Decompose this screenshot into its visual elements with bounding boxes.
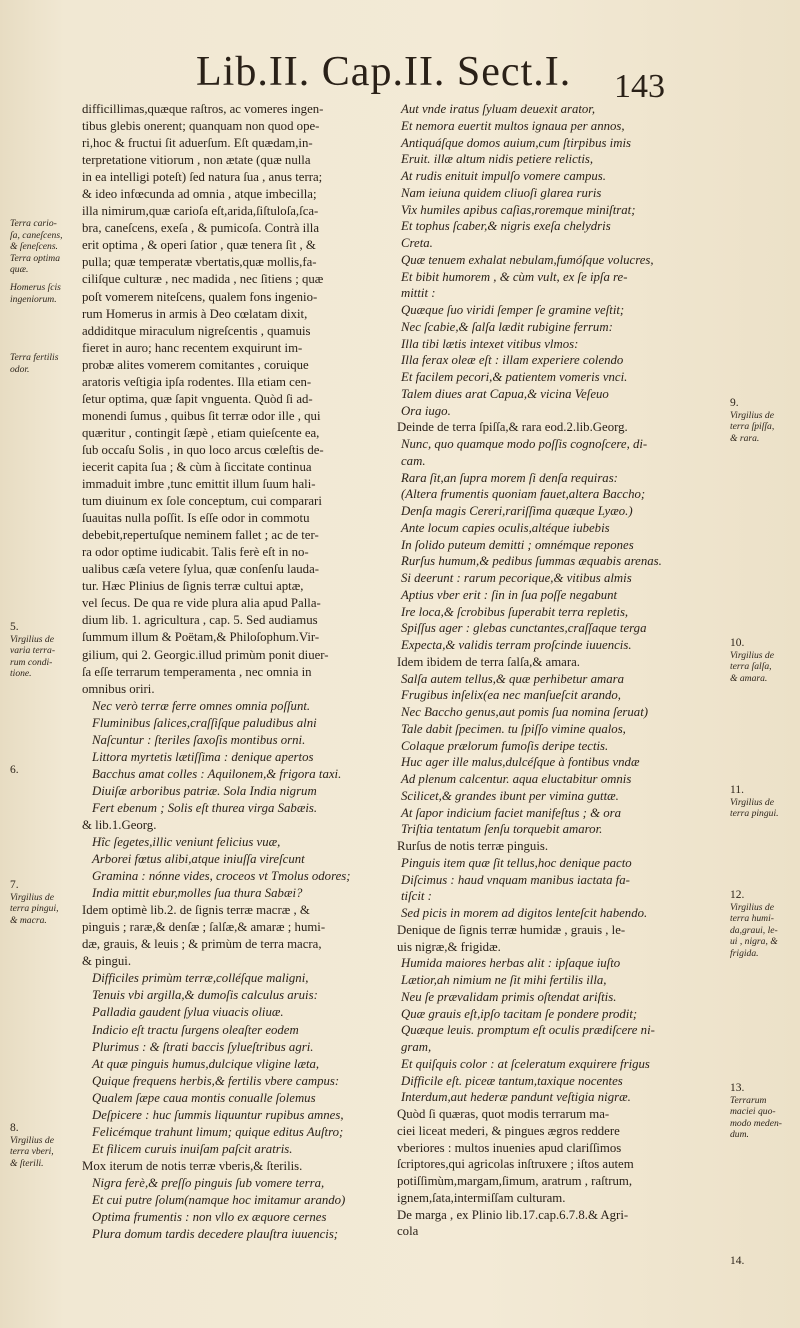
prose-line: fieret in auro; hanc recentem exquirunt im-: [82, 340, 303, 355]
verse-line: Et nemora euertit multos ignaua per annos,: [401, 118, 625, 133]
margin-note-line: tione.: [10, 668, 32, 679]
verse-line: Nec verò terræ ferre omnes omnia poſſunt.: [92, 698, 311, 713]
verse-line: Quæque ſuo viridi ſemper ſe gramine veſtit;: [401, 303, 625, 317]
verse-line: Et bibit humorem , & cùm vult, ex ſe ipſa re-: [401, 269, 628, 284]
prose-line: pulla; quæ temperatæ vbertatis,quæ mollis,fa-: [82, 255, 317, 270]
margin-note-number: 7.: [10, 879, 19, 891]
margin-note-line: Virgilius de: [10, 891, 54, 903]
verse-line: Ora iugo.: [401, 403, 451, 418]
prose-line: Mox iterum de notis terræ vberis,& ſterilis.: [82, 1158, 303, 1173]
prose-line: ri,hoc & fructui ſit aduerſum. Eſt quædam,in-: [82, 136, 313, 151]
verse-line: Aut vnde iratus ſyluam deuexit arator,: [401, 102, 596, 116]
page-header: [0, 48, 800, 105]
margin-note-line: Terrarum: [730, 1094, 767, 1106]
verse-line: Deſpicere : huc ſummis liquuntur rupibus amnes,: [92, 1107, 344, 1122]
margin-note-line: Terra fertilis: [10, 352, 59, 363]
margin-note-line: modo meden-: [730, 1117, 782, 1129]
margin-note-line: terra pingui,: [10, 903, 59, 914]
margin-note-line: Virgilius de: [10, 633, 54, 645]
verse-line: Fluminibus ſalices,craſſiſque paludibus alni: [92, 715, 317, 730]
margin-note-line: Homerus ſcis: [10, 282, 61, 293]
prose-line: debebit,repertuſque neminem fallet ; ac de ter-: [82, 528, 319, 543]
verse-line: Rurſus humum,& pedibus ſummas æquabis arenas.: [401, 554, 662, 569]
margin-note-line: varia terra-: [10, 645, 56, 656]
margin-note: [10, 352, 76, 375]
margin-note: [10, 765, 76, 777]
margin-note-number: 8.: [10, 1122, 19, 1134]
verse-line: Optima frumentis : non vllo ex æquore cernes: [92, 1210, 327, 1225]
verse-line: (Altera frumentis quoniam fauet,altera Baccho;: [401, 487, 646, 502]
verse-line: Plurimus : & ſtrati baccis ſylueſtribus agri.: [92, 1039, 314, 1054]
verse-line: Ante locum capies oculis,altéque iubebis: [401, 520, 610, 535]
prose-line: Idem ibidem de terra ſalſa,& amara.: [397, 654, 580, 669]
prose-line: ſetur optima, quæ ſapit vnguenta. Quòd ſi ad-: [82, 391, 313, 406]
prose-line: & ideo infœcunda ad omnia , atque imbecilla;: [82, 187, 317, 202]
margin-note-line: Virgilius de: [730, 409, 774, 421]
margin-note-line: odor.: [10, 363, 30, 375]
prose-line: ra odor optime iudicabit. Talis ferè eſt in no-: [82, 545, 309, 560]
prose-line: ignem,ſata,intermiſſam culturam.: [397, 1190, 566, 1205]
verse-line: Lætior,ah nimium ne ſit mihi fertilis illa,: [401, 973, 607, 987]
verse-line: Ad plenum calcentur. aqua eluctabitur omnis: [401, 772, 632, 786]
verse-line: Quæ tenuem exhalat nebulam,fumóſque volucres,: [401, 252, 654, 267]
verse-line: Sed picis in morem ad digitos lenteſcit habendo.: [401, 906, 648, 920]
prose-line: Deinde de terra ſpiſſa,& rara eod.2.lib.Georg.: [397, 420, 628, 435]
verse-line: Humida maiores herbas alit : ipſaque iuſto: [401, 956, 621, 971]
margin-note-line: & rara.: [730, 432, 760, 444]
verse-line: Et filicem curuis inuiſam paſcit aratris.: [92, 1141, 293, 1156]
verse-line: mittit :: [401, 286, 436, 301]
verse-line: Illa ferax oleæ eſt : illam experiere colendo: [401, 353, 624, 368]
prose-line: ſcriptores,qui agricolas inſtruxere ; iſtos autem: [397, 1157, 634, 1172]
prose-line: terpretatione vitiorum , non ætate (quæ nulla: [82, 153, 311, 168]
verse-line: Quæque leuis. promptum eſt oculis prædiſcere ni-: [401, 1023, 655, 1038]
prose-line: illa nimirum,quæ carioſa eſt,arida,ſiſtuloſa,ſca-: [82, 204, 319, 219]
prose-line: in ea intelligi poteſt) ſed natura ſua , anus terra;: [82, 170, 323, 185]
prose-line: rum Homerus in armis à Deo cœlatam dixit,: [82, 306, 308, 321]
verse-line: Tenuis vbi argilla,& dumoſis calculus aruis:: [92, 988, 318, 1003]
prose-line: ſuauitas nulla poſſit. Is eſſe odor in commotu: [82, 511, 310, 526]
margin-note-line: quæ.: [10, 264, 29, 275]
margin-note: [730, 1256, 796, 1268]
verse-line: Nunc, quo quamque modo poſſis cognoſcere, di-: [401, 437, 648, 451]
prose-line: Idem optimè lib.2. de ſignis terræ macræ , &: [82, 903, 310, 918]
verse-line: At ſapor indicium faciet manifeſtus ; & ora: [401, 805, 622, 820]
margin-note: [10, 282, 76, 305]
margin-note-number: 13.: [730, 1082, 745, 1094]
verse-line: Si deerunt : rarum pecorique,& vitibus almis: [401, 571, 632, 585]
margin-note-line: terra pingui.: [730, 808, 779, 819]
verse-line: Et quiſquis color : at ſceleratum exquirere frigus: [401, 1056, 650, 1071]
prose-line: ualibus cæſa vetere ſylua, quæ conſenſu lauda-: [82, 562, 320, 577]
prose-line: erit optima , & operi ſatior , quæ tenera ſit , &: [82, 238, 316, 253]
verse-line: In ſolido puteum demitti ; omnémque repones: [401, 537, 634, 552]
verse-line: Qualem ſæpe caua montis conualle ſolemus: [92, 1090, 316, 1105]
margin-note: [730, 398, 796, 444]
prose-line: ciliſque culturæ , nec madida , nec ſitiens ; quæ: [82, 272, 324, 287]
prose-line: quæritur , contingit ſæpè , etiam quieſcente ea,: [82, 425, 320, 440]
margin-note-line: terra ſpiſſa,: [730, 421, 775, 432]
margin-note-line: da,graui, le-: [730, 924, 778, 936]
left-column: [82, 101, 384, 1243]
verse-line: India mittit ebur,molles ſua thura Sabæi?: [92, 886, 303, 901]
verse-line: Antiquáſque domos auium,cum ſtirpibus imis: [401, 135, 631, 150]
margin-note-line: dum.: [730, 1129, 749, 1140]
verse-line: Expecta,& validis terram proſcinde iuuencis.: [401, 638, 632, 652]
margin-note: [730, 785, 796, 820]
verse-line: gram,: [401, 1040, 432, 1054]
verse-line: Bacchus amat colles : Aquilonem,& frigora taxi.: [92, 766, 342, 781]
prose-line: immaduit imbre ,tunc emittit illum ſuum hali-: [82, 477, 316, 492]
verse-line: Quæ grauis eſt,ipſo tacitam ſe pondere prodit;: [401, 1006, 638, 1021]
verse-line: Huc ager ille malus,dulcéſque à fontibus vndæ: [401, 755, 640, 770]
prose-line: potiſſimùm,margam,ſimum, aratrum , raſtrum,: [397, 1174, 633, 1188]
margin-note-number: 14.: [730, 1255, 745, 1267]
verse-line: Aptius vber erit : ſin in ſua poſſe negabunt: [401, 587, 618, 602]
verse-line: Et facilem pecori,& patientem vomeris vnci.: [401, 370, 628, 384]
margin-note: [10, 880, 76, 926]
verse-line: Difficile eſt. piceæ tantum,taxique nocentes: [401, 1073, 623, 1088]
verse-line: Talem diues arat Capua,& vicina Veſeuo: [401, 386, 609, 401]
verse-line: Hîc ſegetes,illic veniunt felicius vuæ,: [92, 835, 281, 850]
margin-note: [10, 622, 76, 680]
margin-note-line: terra vberi,: [10, 1146, 54, 1157]
margin-note-line: ſa, caneſcens,: [10, 229, 63, 241]
verse-line: Triſtia tentatum ſenſu torquebit amaror.: [401, 822, 603, 837]
verse-line: Diuiſæ arboribus patriæ. Sola India nigrum: [92, 783, 317, 798]
verse-line: Vix humiles apibus caſias,roremque miniſtrat;: [401, 202, 636, 217]
margin-note-number: 9.: [730, 397, 739, 409]
margin-note-number: 5.: [10, 621, 19, 633]
prose-line: uis nigræ,& frigidæ.: [397, 939, 501, 954]
verse-line: Naſcuntur : ſteriles ſaxoſis montibus orni.: [92, 732, 306, 747]
verse-line: Interdum,aut hederæ pandunt veſtigia nigræ.: [401, 1090, 631, 1105]
page-number: 143: [614, 68, 665, 105]
prose-line: poſt vomerem niteſcens, qualem fons ingenio-: [82, 289, 318, 304]
prose-line: tibus glebis onerent; quanquam non quod ope-: [82, 119, 320, 134]
verse-line: At rudis enituit impulſo vomere campus.: [401, 169, 606, 183]
prose-line: Rurſus de notis terræ pinguis.: [397, 839, 549, 853]
prose-line: bra, caneſcens, exeſa , & pumicoſa. Contrà illa: [82, 221, 320, 236]
verse-line: Pinguis item quæ ſit tellus,hoc denique pacto: [401, 855, 632, 870]
prose-line: probæ alites vomerem comitantes , coruique: [82, 357, 309, 372]
verse-line: Denſa magis Cereri,rariſſima quæque Lyæo.): [401, 504, 633, 518]
prose-line: ſummum illum & Poëtam,& Philoſophum.Vir-: [82, 630, 320, 645]
margin-note: [730, 638, 796, 684]
margin-note: [730, 1083, 796, 1141]
prose-line: pinguis ; raræ,& denſæ ; ſalſæ,& amaræ ; humi-: [82, 920, 326, 935]
prose-line: vberiores : multos inuenies apud clariſſimos: [397, 1140, 622, 1155]
margin-note-line: ingeniorum.: [10, 293, 57, 305]
verse-line: Littora myrtetis lætiſſima : denique apertos: [92, 749, 314, 764]
margin-note-number: 12.: [730, 889, 745, 901]
margin-note-number: 10.: [730, 637, 745, 649]
prose-line: & lib.1.Georg.: [82, 817, 157, 832]
verse-line: Difficiles primùm terræ,colléſque maligni,: [92, 971, 309, 986]
prose-line: monendi ſumus , quibus ſit terræ odor ille , qui: [82, 408, 321, 423]
verse-line: Nam ieiuna quidem cliuoſi glarea ruris: [401, 185, 602, 200]
verse-line: Rara ſit,an ſupra morem ſi denſa requiras:: [401, 470, 618, 485]
margin-note-line: ui , nigra, &: [730, 936, 778, 947]
verse-line: Diſcimus : haud vnquam manibus iactata fa-: [401, 872, 630, 887]
verse-line: Tale dabit ſpecimen. tu ſpiſſo vimine qualos,: [401, 721, 626, 736]
prose-line: gilium, qui 2. Georgic.illud primùm ponit diuer-: [82, 647, 329, 662]
verse-line: Spiſſus ager : glebas cunctantes,craſſaque terga: [401, 621, 647, 636]
prose-line: iecerit capita ſua ; & cùm à ſiccitate continua: [82, 459, 312, 474]
prose-line: omnibus oriri.: [82, 681, 155, 696]
verse-line: Illa tibi lætis intexet vitibus vlmos:: [401, 336, 579, 351]
margin-note-line: Virgilius de: [730, 901, 774, 913]
margin-note-line: maciei quo-: [730, 1106, 776, 1117]
verse-line: Frugibus inſelix(ea nec manſueſcit arando,: [401, 688, 621, 703]
margin-note-number: 11.: [730, 784, 744, 796]
margin-note-line: & ſterili.: [10, 1157, 44, 1169]
margin-note-line: frigida.: [730, 947, 759, 959]
prose-line: dæ, grauis, & leuis ; & primùm de terra macra,: [82, 937, 322, 952]
prose-line: addiditque miraculum nigreſcentis , quamuis: [82, 323, 311, 338]
verse-line: Creta.: [401, 236, 433, 250]
margin-note-line: Virgilius de: [730, 649, 774, 661]
verse-line: Colaque prælorum fumoſis deripe tectis.: [401, 738, 609, 753]
margin-note-line: rum condi-: [10, 656, 53, 668]
verse-line: Indicio eſt tractu ſurgens oleaſter eodem: [92, 1022, 299, 1037]
prose-line: vel ſecus. De qua re vide plura alia apud Palla-: [82, 596, 321, 611]
margin-note-line: Terra cario-: [10, 218, 57, 229]
verse-line: Quique frequens herbis,& fertilis vbere campus:: [92, 1073, 340, 1088]
verse-line: Fert ebenum ; Solis eſt thurea virga Sabæis.: [92, 800, 318, 815]
verse-line: Felicémque trahunt limum; quique editus Auſtro;: [92, 1124, 344, 1139]
margin-note-line: & ſeneſcens.: [10, 241, 58, 252]
verse-line: cam.: [401, 453, 426, 468]
margin-note-number: 6.: [10, 764, 19, 776]
prose-line: ſub occaſu Solis , in quo loco arcus cœleſtis de-: [82, 442, 324, 457]
margin-note-line: & macra.: [10, 914, 47, 926]
margin-note-line: Virgilius de: [10, 1134, 54, 1146]
prose-line: Quòd ſi quæras, quot modis terrarum ma-: [397, 1107, 610, 1121]
prose-line: dium lib. 1. agricultura , cap. 5. Sed audiamus: [82, 613, 318, 628]
prose-line: & pingui.: [82, 954, 132, 969]
verse-line: Arborei fœtus alibi,atque iniuſſa vireſcunt: [92, 852, 305, 867]
verse-line: Nec Baccho genus,aut pomis ſua nomina ſeruat): [401, 705, 649, 719]
verse-line: Salſa autem tellus,& quæ perhibetur amara: [401, 671, 624, 686]
verse-line: Scilicet,& grandes ibunt per vimina guttæ.: [401, 788, 619, 803]
margin-note: [10, 218, 76, 276]
verse-line: Et tophus ſcaber,& nigris exeſa chelydris: [401, 219, 611, 234]
right-column: [397, 101, 715, 1240]
verse-line: Eruit. illæ altum nidis petiere relictis,: [401, 152, 594, 167]
margin-note-line: Terra optima: [10, 252, 61, 264]
prose-line: difficillimas,quæque raſtros, ac vomeres ingen-: [82, 102, 324, 116]
margin-note-line: & amara.: [730, 672, 768, 684]
verse-line: Plura domum tardis decedere plauſtra iuuencis;: [92, 1227, 339, 1242]
prose-line: ciei liceat mederi, & pingues ægros reddere: [397, 1123, 620, 1138]
verse-line: Palladia gaudent ſylua viuacis oliuæ.: [92, 1005, 284, 1020]
verse-line: Gramina : nónne vides, croceos vt Tmolus odores;: [92, 869, 351, 884]
prose-line: De marga , ex Plinio lib.17.cap.6.7.8.& Agri-: [397, 1207, 629, 1222]
margin-note-line: terra humi-: [730, 913, 774, 924]
prose-line: ſa eſſe terrarum temperamenta , nec omnia in: [82, 664, 312, 679]
prose-line: aratoris veſtigia ipſa rodentes. Illa etiam cen-: [82, 374, 312, 389]
prose-line: Denique de ſignis terræ humidæ , grauis , le-: [397, 922, 626, 937]
margin-note-line: Virgilius de: [730, 796, 774, 808]
prose-line: tur. Hæc Plinius de ſignis terræ cultui aptæ,: [82, 579, 304, 594]
margin-note-line: terra ſalſa,: [730, 661, 772, 672]
verse-line: tiſcit :: [401, 889, 432, 904]
prose-line: tum diuinum ex ſole conceptum, cui comparari: [82, 494, 322, 509]
verse-line: At quæ pinguis humus,dulcique vligine læta,: [92, 1056, 320, 1071]
margin-note: [730, 890, 796, 959]
margin-note: [10, 1123, 76, 1169]
verse-line: Et cui putre ſolum(namque hoc imitamur arando): [92, 1193, 346, 1207]
prose-line: cola: [397, 1224, 419, 1239]
verse-line: Neu ſe prævalidam primis oſtendat ariſtis.: [401, 989, 617, 1004]
verse-line: Ire loca,& ſcrobibus ſuperabit terra repletis,: [401, 604, 629, 619]
running-head: Lib.II. Cap.II. Sect.I.: [196, 49, 572, 95]
verse-line: Nec ſcabie,& ſalſa lædit rubigine ferrum:: [401, 319, 613, 334]
verse-line: Nigra ferè,& preſſo pinguis ſub vomere terra,: [92, 1175, 325, 1190]
